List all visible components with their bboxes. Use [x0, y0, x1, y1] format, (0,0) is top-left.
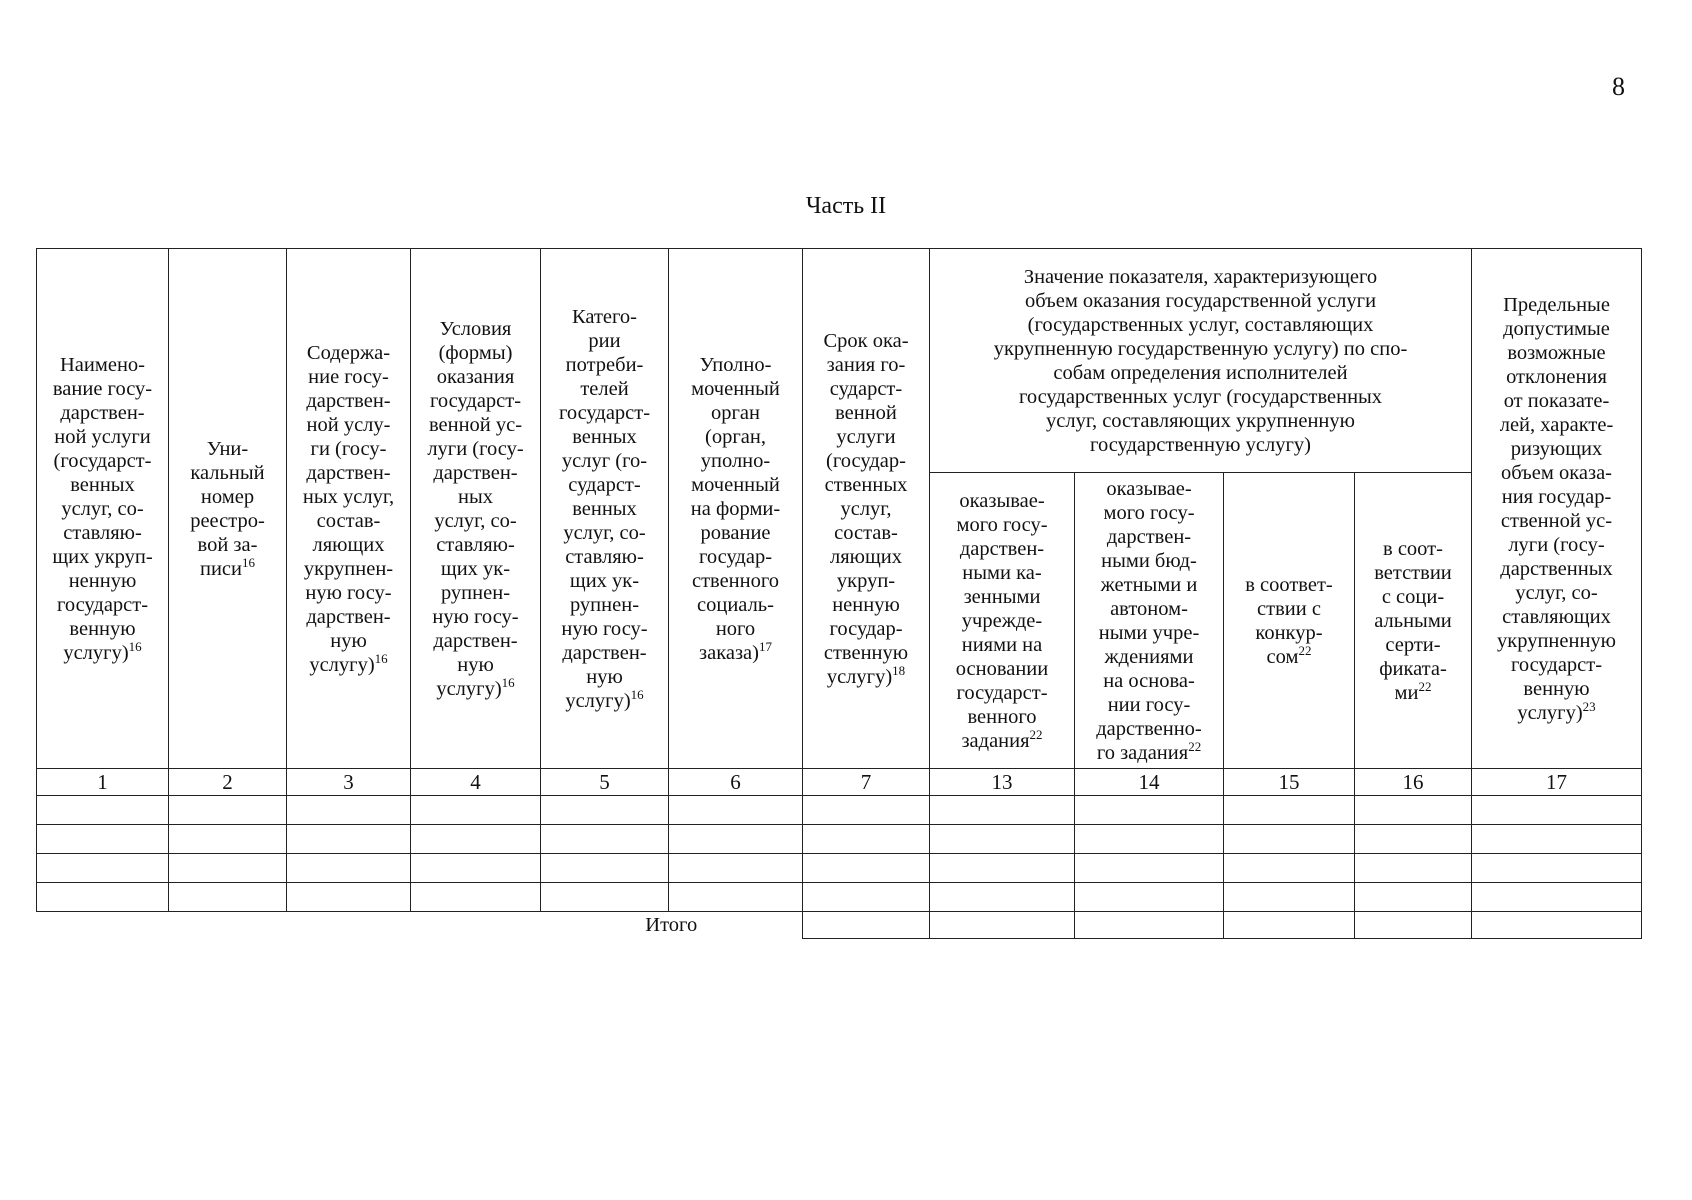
total-row	[37, 912, 1642, 939]
table-cell[interactable]	[411, 825, 541, 854]
table-cell[interactable]	[169, 883, 287, 912]
column-number: 15	[1224, 769, 1355, 796]
column-number: 1	[37, 769, 169, 796]
table-cell[interactable]	[541, 883, 669, 912]
table-cell[interactable]	[1472, 854, 1642, 883]
page-number: 8	[1612, 72, 1625, 101]
table-cell[interactable]	[37, 854, 169, 883]
total-cell[interactable]	[1355, 912, 1472, 939]
total-cell[interactable]	[803, 912, 930, 939]
table-cell[interactable]	[669, 796, 803, 825]
column-number: 6	[669, 769, 803, 796]
total-cell[interactable]	[1075, 912, 1224, 939]
table-cell[interactable]	[1075, 854, 1224, 883]
table-cell[interactable]	[1472, 796, 1642, 825]
total-cell[interactable]	[1224, 912, 1355, 939]
table-cell[interactable]	[169, 854, 287, 883]
table-cell[interactable]	[1224, 854, 1355, 883]
column-number: 13	[930, 769, 1075, 796]
table-cell[interactable]	[1355, 883, 1472, 912]
table-cell[interactable]	[1355, 825, 1472, 854]
table-cell[interactable]	[1075, 796, 1224, 825]
header-volume-indicator-group: Значение показателя, характеризующего объем оказания государственной услуги (государственных услуг, составляющих укрупненную государственную услугу) по спо- собам определения исполнителей государственных услуг (государственных услуг, составляющих укрупненную государственную услугу)	[930, 249, 1472, 473]
table-cell[interactable]	[541, 796, 669, 825]
table-cell[interactable]	[930, 854, 1075, 883]
column-number: 3	[287, 769, 411, 796]
column-number: 5	[541, 769, 669, 796]
table-cell[interactable]	[1075, 825, 1224, 854]
table-cell[interactable]	[930, 796, 1075, 825]
table-cell[interactable]	[930, 883, 1075, 912]
part-title: Часть II	[805, 193, 887, 219]
table-cell[interactable]	[1472, 883, 1642, 912]
table-cell[interactable]	[1224, 825, 1355, 854]
table-cell[interactable]	[669, 825, 803, 854]
table-cell[interactable]	[541, 854, 669, 883]
table-cell[interactable]	[803, 854, 930, 883]
table-cell[interactable]	[803, 796, 930, 825]
header-service-conditions: Условия (формы) оказания государст- венной ус- луги (госу- дарствен- ных услуг, со- ставляю- щих ук- рупнен- ную госу- дарствен- ную услугу)$^{16}$	[411, 249, 541, 769]
table-cell[interactable]	[287, 854, 411, 883]
column-number: 7	[803, 769, 930, 796]
subheader-state-institutions: оказывае- мого госу- дарствен- ными ка- зенными учрежде- ниями на основании государст- венного задания$^{22}$	[930, 473, 1075, 769]
table-cell[interactable]	[1224, 883, 1355, 912]
table-row	[37, 825, 1642, 854]
column-number: 16	[1355, 769, 1472, 796]
column-number: 17	[1472, 769, 1642, 796]
header-consumer-categories: Катего- рии потреби- телей государст- венных услуг (го- сударст- венных услуг, со- ставляю- щих ук- рупнен- ную госу- дарствен- ную услугу)$^{16}$	[541, 249, 669, 769]
table-cell[interactable]	[411, 883, 541, 912]
table-cell[interactable]	[1224, 796, 1355, 825]
column-number-row	[37, 769, 1642, 796]
subheader-by-certificates: в соот- ветствии с соци- альными серти- фиката- $ми^{22}$	[1355, 473, 1472, 769]
header-service-term: Срок ока- зания го- сударст- венной услуги (государ- ственных услуг, состав- ляющих укруп- ненную государ- ственную услугу)$^{18}$	[803, 249, 930, 769]
table-cell[interactable]	[287, 825, 411, 854]
column-number: 14	[1075, 769, 1224, 796]
header-authorized-body: Уполно- моченный орган (орган, уполно- моченный на форми- рование государ- ственного социаль- ного заказа)$^{17}$	[669, 249, 803, 769]
table-cell[interactable]	[169, 825, 287, 854]
table-cell[interactable]	[669, 883, 803, 912]
total-cell[interactable]	[1472, 912, 1642, 939]
table-cell[interactable]	[669, 854, 803, 883]
header-service-name: Наимено- вание госу- дарствен- ной услуги (государст- венных услуг, со- ставляю- щих укруп- ненную государст- венную услугу)$^{16}$	[37, 249, 169, 769]
table-cell[interactable]	[37, 883, 169, 912]
table-cell[interactable]	[803, 883, 930, 912]
table-cell[interactable]	[287, 796, 411, 825]
table-cell[interactable]	[541, 825, 669, 854]
indicator-table	[36, 248, 1642, 939]
header-service-content: Содержа- ние госу- дарствен- ной услу- ги (госу- дарствен- ных услуг, состав- ляющих укрупнен- ную госу- дарствен- ную услугу)$^{16}$	[287, 249, 411, 769]
column-number: 2	[169, 769, 287, 796]
table-cell[interactable]	[1355, 854, 1472, 883]
table-cell[interactable]	[1075, 883, 1224, 912]
header-registry-number: Уни- кальный номер реестро- вой за- писи$^{16}$	[169, 249, 287, 769]
table-cell[interactable]	[1472, 825, 1642, 854]
table-row	[37, 883, 1642, 912]
table-row	[37, 854, 1642, 883]
header-allowed-deviations: Предельные допустимые возможные отклонения от показате- лей, характе- ризующих объем оказа- ния государ- ственной ус- луги (госу- дарственных услуг, со- ставляющих укрупненную государст- венную услугу)$^{23}$	[1472, 249, 1642, 769]
table-cell[interactable]	[803, 825, 930, 854]
table-cell[interactable]	[37, 796, 169, 825]
table-cell[interactable]	[1355, 796, 1472, 825]
subheader-by-competition: в соответ- ствии с конкур- сом$^{22}$	[1224, 473, 1355, 769]
total-spacer	[37, 912, 541, 939]
subheader-budget-institutions: оказывае- мого госу- дарствен- ными бюд- жетными и автоном- ными учре- ждениями на основа- нии госу- дарственно- го задания$^{22}$	[1075, 473, 1224, 769]
table-cell[interactable]	[930, 825, 1075, 854]
total-label: Итого	[645, 914, 698, 937]
table-cell[interactable]	[411, 796, 541, 825]
column-number: 4	[411, 769, 541, 796]
total-cell[interactable]	[930, 912, 1075, 939]
table-row	[37, 796, 1642, 825]
table-cell[interactable]	[287, 883, 411, 912]
table-cell[interactable]	[169, 796, 287, 825]
table-cell[interactable]	[411, 854, 541, 883]
table-cell[interactable]	[37, 825, 169, 854]
